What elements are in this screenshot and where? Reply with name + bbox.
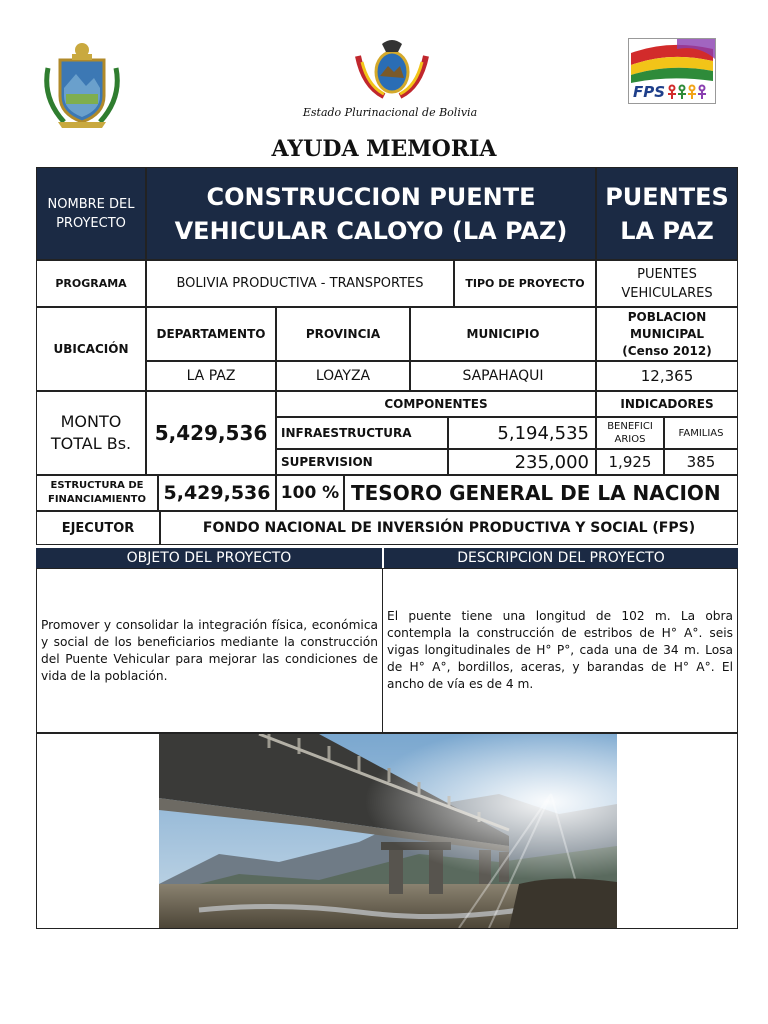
bridge-photo [159,734,617,928]
familias-value: 385 [664,449,738,475]
financiamiento-label [36,475,158,511]
descripcion-title: DESCRIPCION DEL PROYECTO [384,548,738,568]
objeto-text-box [36,568,383,733]
objeto-title: OBJETO DEL PROYECTO [36,548,382,568]
ejecutor-value: FONDO NACIONAL DE INVERSIÓN PRODUCTIVA Y SOCIAL (FPS) [160,511,738,545]
supervision-value: 235,000 [448,449,596,475]
programa-value: BOLIVIA PRODUCTIVA - TRANSPORTES [146,260,454,307]
project-type-short [596,167,738,260]
monto-total-label-text: MONTO TOTAL Bs. [50,412,132,453]
provincia-value: LOAYZA [276,361,410,391]
tipo-proyecto-value [596,260,738,307]
familias-label: FAMILIAS [664,417,738,449]
project-name-text: CONSTRUCCION PUENTE VEHICULAR CALOYO (LA PAZ) [174,182,568,245]
fps-logo [628,38,716,104]
municipio-label: MUNICIPIO [410,307,596,361]
programa-label: PROGRAMA [36,260,146,307]
financiamiento-label-text: ESTRUCTURA DE FINANCIAMIENTO [47,480,147,505]
poblacion-value: 12,365 [596,361,738,391]
monto-total-value: 5,429,536 [146,391,276,475]
monto-total-label [36,391,146,475]
municipio-value: SAPAHAQUI [410,361,596,391]
tipo-proyecto-value-text: PUENTES VEHICULARES [621,266,713,301]
infraestructura-value: 5,194,535 [448,417,596,449]
ejecutor-label: EJECUTOR [36,511,160,545]
page-title: AYUDA MEMORIA [271,136,497,162]
beneficiarios-label-text: BENEFICI ARIOS [607,421,653,445]
departamento-label: DEPARTAMENTO [146,307,276,361]
project-name-label [36,167,146,260]
descripcion-text: El puente tiene una longitud de 102 m. La obra contempla la construcción de estribos de H° A°. seis vigas longitudinales de H° P°, cada una de 34 m. Losa de H° A°, bordillos, aceras, y barandas de H° A°. El ancho de vía es de 4 m. [387,609,733,691]
tipo-proyecto-label: TIPO DE PROYECTO [454,260,596,307]
indicadores-label: INDICADORES [596,391,738,417]
supervision-label: SUPERVISION [276,449,448,475]
project-type-short-text: PUENTES LA PAZ [605,182,729,245]
infraestructura-label: INFRAESTRUCTURA [276,417,448,449]
poblacion-label-text: POBLACION MUNICIPAL (Censo 2012) [622,309,712,358]
componentes-label: COMPONENTES [276,391,596,417]
financiamiento-amount: 5,429,536 [158,475,276,511]
bolivia-coat-of-arms-logo [354,36,430,100]
provincia-label: PROVINCIA [276,307,410,361]
photo-frame [36,733,738,929]
ubicacion-label: UBICACIÓN [36,307,146,391]
people-figures-icon [668,84,712,100]
project-name-value [146,167,596,260]
poblacion-label [596,307,738,361]
estado-plurinacional-subtitle: Estado Plurinacional de Bolivia [302,106,478,119]
objeto-text: Promover y consolidar la integración física, económica y social de los beneficiarios mediante la construcción del Puente Vehicular para mejorar las condiciones de vida de la población. [41,617,378,683]
fps-logo-text: FPS [633,83,666,101]
beneficiarios-value: 1,925 [596,449,664,475]
descripcion-text-box [382,568,738,733]
financiamiento-percent: 100 % [276,475,344,511]
project-name-label-text: NOMBRE DEL PROYECTO [47,196,135,231]
la-paz-coat-of-arms-logo [42,38,122,130]
financiamiento-source: TESORO GENERAL DE LA NACION [344,475,738,511]
beneficiarios-label [596,417,664,449]
departamento-value: LA PAZ [146,361,276,391]
